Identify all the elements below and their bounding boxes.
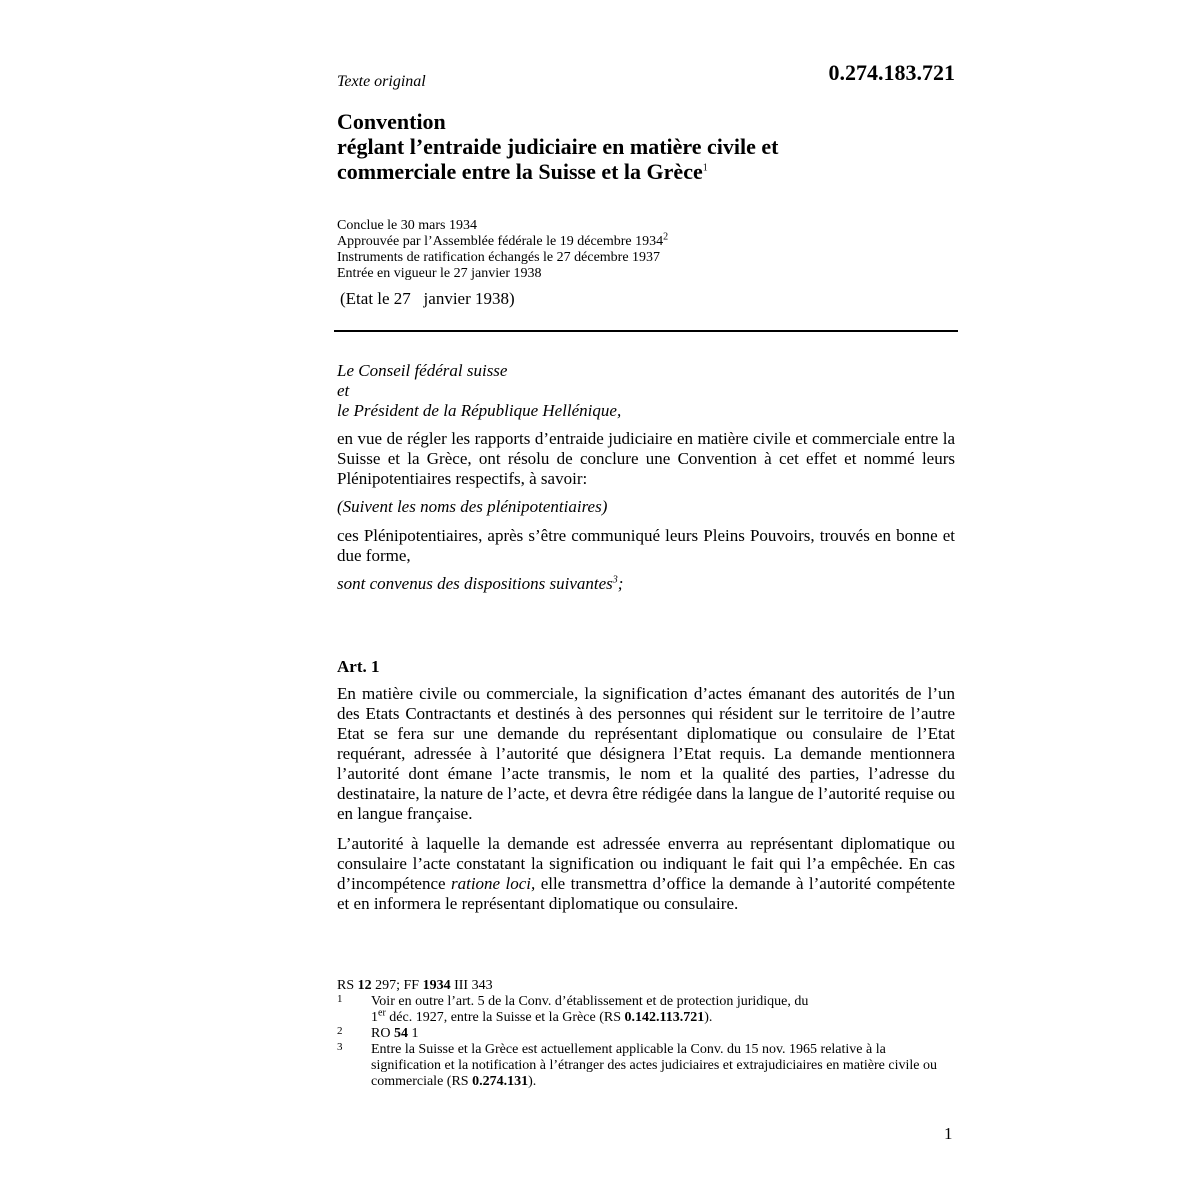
fn2-pre: RO xyxy=(371,1026,394,1041)
header-divider xyxy=(334,330,958,332)
preamble-agreed-text: sont convenus des dispositions suivantes xyxy=(337,574,613,593)
preamble-names: (Suivent les noms des plénipotentiaires) xyxy=(337,497,608,516)
preamble-agreed xyxy=(337,574,955,594)
article-1-paragraph-2-end: elle transmettra d’office la demande à l’autorité compétente et en informera le représentant diplomatique ou consulaire. xyxy=(337,874,955,913)
fn1-mid: déc. 1927, entre la Suisse et la Grèce (RS xyxy=(385,1010,625,1025)
fn2-end: 1 xyxy=(407,1026,419,1041)
meta-approuvee-text: Approuvée par l’Assemblée fédérale le 19 décembre 1934 xyxy=(337,234,664,249)
fn3-end: ). xyxy=(528,1074,537,1089)
article-1-paragraph-2 xyxy=(337,834,955,914)
document-title xyxy=(337,109,955,184)
title-footnote-ref[interactable]: 1 xyxy=(702,162,708,174)
preamble-party-2: le Président de la République Hellénique, xyxy=(337,401,622,420)
meta-instruments: Instruments de ratification échangés le 27 décembre 1937 xyxy=(337,250,661,265)
footnote-3-number: 3 xyxy=(337,1041,343,1053)
title-line-1: Convention xyxy=(337,109,446,134)
page-number: 1 xyxy=(944,1124,953,1143)
title-line-3 xyxy=(337,159,955,184)
fn1-end: ). xyxy=(704,1010,713,1025)
rs-mid: 297; FF xyxy=(371,978,423,993)
document-metadata xyxy=(337,218,955,282)
fn1-sup: er xyxy=(378,1007,386,1019)
article-1-title: Art. 1 xyxy=(337,657,380,676)
preamble-and: et xyxy=(337,381,350,400)
rs-volume: 12 xyxy=(357,978,372,993)
meta-approuvee-ref[interactable]: 2 xyxy=(663,231,669,243)
footnote-1-line-a: Voir en outre l’art. 5 de la Conv. d’établissement et de protection juridique, du xyxy=(371,994,809,1009)
preamble-paragraph-1: en vue de régler les rapports d’entraide judiciaire en matière civile et commerciale entre la Suisse et la Grèce, ont résolu de conclure une Convention à cet effet et nommé leurs Plénipotentiaires respectifs, à savoir: xyxy=(337,429,955,488)
fn2-volume: 54 xyxy=(393,1026,408,1041)
preamble-party-1: Le Conseil fédéral suisse xyxy=(337,361,508,380)
footnotes xyxy=(337,978,955,1090)
footnote-2 xyxy=(337,1026,955,1042)
document-number: 0.274.183.721 xyxy=(828,60,955,85)
preamble-parties xyxy=(337,361,955,421)
article-1-paragraph-2-italic: ratione loci, xyxy=(450,874,536,893)
footnote-rs xyxy=(337,978,955,994)
fn3-rs-number: 0.274.131 xyxy=(472,1074,529,1089)
meta-approuvee xyxy=(337,231,955,250)
title-line-3-text: commerciale entre la Suisse et la Grèce xyxy=(337,159,703,184)
fn1-pre: 1 xyxy=(371,1010,378,1025)
preamble-agreed-ref[interactable]: 3 xyxy=(612,574,618,586)
preamble-agreed-end: ; xyxy=(617,574,624,593)
texte-original-label: Texte original xyxy=(337,73,426,90)
title-line-2: réglant l’entraide judiciaire en matière civile et xyxy=(337,134,779,159)
footnote-1-number: 1 xyxy=(337,993,343,1005)
footnote-2-number: 2 xyxy=(337,1025,343,1037)
meta-entree: Entrée en vigueur le 27 janvier 1938 xyxy=(337,266,542,281)
footnote-3 xyxy=(337,1042,955,1090)
ff-rest: III 343 xyxy=(450,978,493,993)
ff-year: 1934 xyxy=(422,978,451,993)
article-1-paragraph-2-start: L’autorité à laquelle la demande est adressée enverra au représentant diplomatique ou consulaire l’acte constatant la signification ou indiquant le fait qui l’a empêchée. En cas d’incompétence xyxy=(337,834,955,893)
preamble-paragraph-2: ces Plénipotentiaires, après s’être communiqué leurs Pleins Pouvoirs, trouvés en bonne et due forme, xyxy=(337,526,955,565)
meta-etat: (Etat le 27 janvier 1938) xyxy=(340,289,515,308)
fn1-rs-number: 0.142.113.721 xyxy=(624,1010,705,1025)
footnote-1 xyxy=(337,994,955,1026)
article-1-paragraph-1: En matière civile ou commerciale, la signification d’actes émanant des autorités de l’un des Etats Contractants et destinés à des personnes qui résident sur le territoire de l’autre Etat se fera sur une demande du représentant diplomatique ou consulaire de l’Etat requérant, adressée à l’autorité que désignera l’Etat requis. La demande mentionnera l’autorité dont émane l’acte transmis, le nom et la qualité des parties, l’adresse du destinataire, la nature de l’acte, et devra être rédigée dans la langue de l’autorité requise ou en langue française. xyxy=(337,684,955,823)
footnote-1-line-b xyxy=(371,1007,955,1026)
fn3-text: Entre la Suisse et la Grèce est actuellement applicable la Conv. du 15 nov. 1965 relative à la signification et la notification à l’étranger des actes judiciaires et extrajudiciaires en matière civile ou commerciale (RS xyxy=(371,1042,937,1089)
meta-conclue: Conclue le 30 mars 1934 xyxy=(337,218,477,233)
rs-prefix: RS xyxy=(337,978,358,993)
